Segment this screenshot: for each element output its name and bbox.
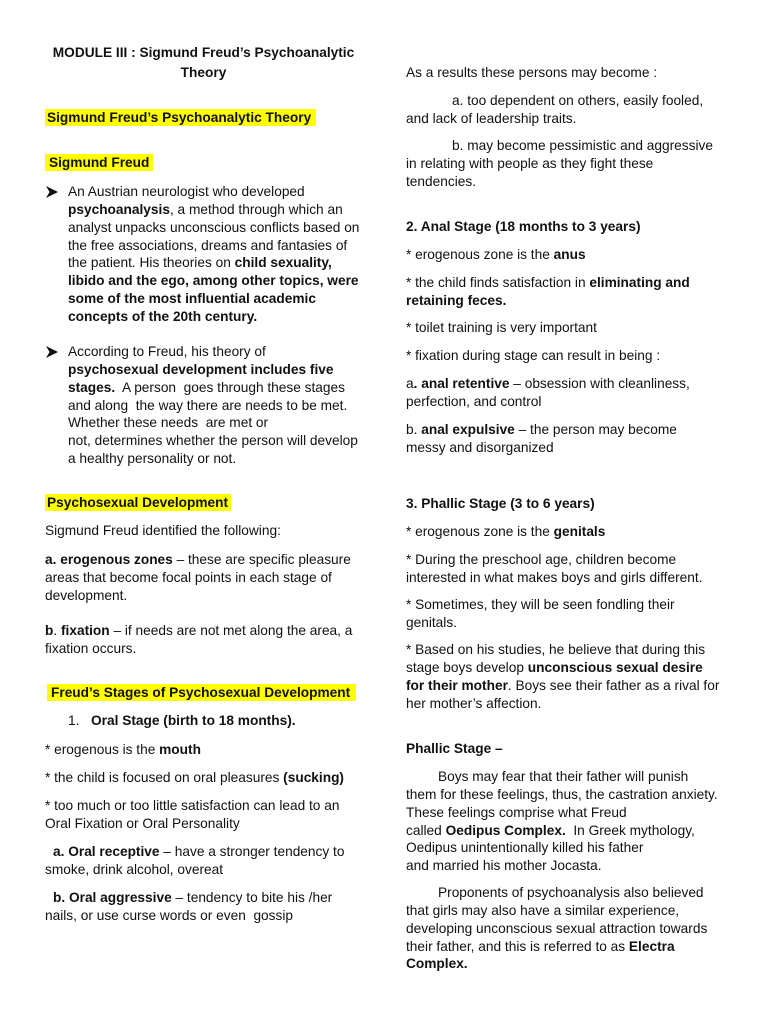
text-line — [68, 450, 358, 468]
anal-expulsive — [406, 421, 677, 457]
text-line — [68, 254, 359, 272]
body-text: called — [406, 822, 446, 838]
bold-term: psychoanalysis — [68, 201, 170, 217]
text-line — [406, 173, 713, 191]
bold-term: eliminating and — [589, 275, 690, 290]
title-text: Theory — [180, 65, 227, 80]
text-line — [406, 218, 641, 236]
text-line — [406, 292, 690, 310]
body-text: that girls may also have a similar experience, — [406, 902, 680, 918]
highlighted-heading: Sigmund Freud’s Psychoanalytic Theory — [45, 109, 316, 126]
oedipus-paragraph — [406, 768, 718, 875]
body-text: * Based on his studies, he believe that during this — [406, 642, 706, 657]
body-text: not, determines whether the person will develop — [68, 433, 358, 449]
body-text: According to Freud, his theory of — [68, 344, 266, 359]
body-text: them for these feelings, thus, the castration anxiety. — [406, 786, 718, 802]
phallic-stage-heading — [406, 495, 595, 513]
body-text: developing unconscious sexual attraction towards — [406, 920, 708, 936]
bold-term: a. Oral receptive — [53, 844, 160, 859]
bold-term: Electra — [628, 938, 675, 954]
body-text: tendencies. — [406, 173, 477, 189]
stage-title: 2. Anal Stage (18 months to 3 years) — [406, 219, 641, 234]
text-line — [406, 614, 675, 632]
phallic-preschool — [406, 551, 702, 587]
bold-term: . anal retentive — [413, 376, 510, 391]
text-line — [45, 769, 344, 787]
bold-term: concepts of the 20th century. — [68, 309, 258, 325]
text-line — [406, 857, 718, 875]
text-line — [68, 201, 359, 219]
bold-term: retaining feces. — [406, 292, 507, 308]
body-text: a. too dependent on others, easily fooled, — [452, 93, 704, 108]
bold-term: some of the most influential academic — [68, 291, 316, 307]
heading-psychosexual-stages — [47, 684, 356, 702]
body-text: her mother’s affection. — [406, 695, 542, 711]
text-line — [45, 640, 352, 658]
text-line — [406, 677, 719, 695]
body-text: the free associations, dreams and fantasies of — [68, 237, 348, 253]
anal-erogenous-zone — [406, 246, 586, 264]
body-text: These feelings comprise what Freud — [406, 804, 627, 820]
text-line — [406, 902, 707, 920]
result-b — [406, 137, 713, 191]
oral-receptive — [45, 843, 344, 879]
body-text: – if needs are not met along the area, a — [109, 623, 353, 638]
text-line — [406, 495, 595, 513]
text-line — [68, 343, 358, 361]
bold-term: psychosexual development includes five — [68, 361, 334, 377]
body-text: A person goes through these stages — [115, 379, 345, 395]
body-text: – tendency to bite his /her — [171, 890, 333, 905]
text-line — [406, 804, 718, 822]
highlighted-heading: Psychosexual Development — [45, 494, 231, 511]
anal-toilet-training — [406, 319, 597, 337]
bold-term: Oedipus Complex. — [445, 822, 566, 838]
definition-fixation — [45, 622, 352, 658]
title-text: MODULE III : Sigmund Freud’s Psychoanalytic — [52, 45, 355, 60]
text-line — [406, 839, 718, 857]
anal-satisfaction — [406, 274, 690, 310]
body-text: – have a stronger tendency to — [159, 844, 345, 859]
text-line — [45, 587, 351, 605]
text-line — [406, 439, 677, 457]
phallic-studies — [406, 641, 719, 712]
bold-term: libido and the ego, among other topics, were — [68, 273, 359, 289]
title-line — [45, 43, 362, 63]
text-line — [406, 955, 707, 973]
electra-paragraph — [406, 884, 707, 973]
text-line — [68, 414, 358, 432]
body-text: fixation occurs. — [45, 640, 137, 656]
arrow-bullet-icon — [46, 186, 58, 198]
results-intro — [406, 64, 657, 82]
text-line — [68, 308, 359, 326]
body-text: the patient. His theories on — [68, 255, 235, 271]
text-line — [406, 569, 702, 587]
text-line — [406, 641, 719, 659]
oral-fixation — [45, 797, 339, 833]
text-line — [406, 822, 718, 840]
bold-term: anus — [553, 247, 586, 262]
bullet-freud-intro — [68, 183, 359, 326]
body-text: * toilet training is very important — [406, 320, 597, 335]
heading-sigmund-freud — [45, 154, 153, 172]
bold-term: genitals — [553, 524, 606, 539]
text-line — [406, 523, 605, 541]
bold-term: fixation — [60, 623, 110, 638]
text-line — [68, 432, 358, 450]
text-line — [45, 907, 332, 925]
bold-term: child sexuality, — [234, 255, 332, 271]
body-text: their father, and this is referred to as — [406, 938, 629, 954]
body-text: Sigmund Freud identified the following: — [45, 523, 281, 538]
text-line — [68, 183, 359, 201]
body-text: Whether these needs are met or — [68, 415, 269, 431]
text-line — [406, 920, 707, 938]
body-text: Oral Fixation or Oral Personality — [45, 815, 240, 831]
highlighted-heading: Sigmund Freud — [45, 154, 153, 171]
anal-retentive — [406, 375, 690, 411]
bold-term: mouth — [159, 742, 201, 757]
bold-term: (sucking) — [283, 770, 344, 785]
body-text: smoke, drink alcohol, overeat — [45, 861, 224, 877]
body-text: Proponents of psychoanalysis also believed — [438, 885, 704, 900]
body-text: * erogenous zone is the — [406, 247, 554, 262]
text-line — [406, 740, 503, 758]
body-text: – these are specific pleasure — [172, 552, 351, 567]
stage-title: Oral Stage (birth to 18 months). — [91, 713, 296, 728]
body-text: stage boys develop — [406, 659, 528, 675]
text-line — [406, 768, 718, 786]
body-text: – the person may become — [514, 422, 677, 437]
bold-term: b — [45, 623, 54, 638]
text-line — [406, 64, 657, 82]
body-text: development. — [45, 587, 128, 603]
text-line — [406, 375, 690, 393]
body-text: As a results these persons may become : — [406, 65, 658, 80]
heading-psychosexual-development — [45, 494, 231, 512]
body-text: Boys may fear that their father will punish — [438, 769, 689, 784]
body-text: * the child finds satisfaction in — [406, 275, 590, 290]
body-text: interested in what makes boys and girls different. — [406, 569, 703, 585]
bold-term: stages. — [68, 379, 116, 395]
text-line — [406, 786, 718, 804]
body-text: . Boys see their father as a rival for — [507, 677, 720, 693]
body-text: Oedipus unintentionally killed his father — [406, 840, 644, 856]
text-line — [45, 861, 344, 879]
identified-intro — [45, 522, 281, 540]
result-a — [406, 92, 703, 128]
text-line — [406, 347, 660, 365]
phallic-sometimes — [406, 596, 675, 632]
text-line — [406, 393, 690, 411]
oral-focus — [45, 769, 344, 787]
subheading-text: Phallic Stage – — [406, 741, 503, 756]
text-line — [406, 884, 707, 902]
body-text: In Greek mythology, — [565, 822, 695, 838]
text-line — [45, 522, 281, 540]
module-title — [45, 43, 362, 83]
body-text: perfection, and control — [406, 393, 542, 409]
bold-term: anal expulsive — [421, 422, 515, 437]
body-text: . — [53, 623, 61, 638]
text-line — [45, 741, 201, 759]
text-line — [68, 712, 296, 730]
body-text: * the child is focused on oral pleasures — [45, 770, 284, 785]
title-line — [45, 63, 362, 83]
text-line — [68, 219, 359, 237]
bullet-five-stages — [68, 343, 358, 468]
phallic-subheading — [406, 740, 503, 758]
body-text: , a method through which an — [169, 201, 343, 217]
text-line — [406, 319, 597, 337]
body-text: a healthy personality or not. — [68, 451, 237, 467]
bold-term: unconscious sexual desire — [527, 659, 703, 675]
body-text: * Sometimes, they will be seen fondling their — [406, 597, 675, 612]
text-line — [68, 361, 358, 379]
text-line — [406, 92, 703, 110]
body-text: nails, or use curse words or even gossip — [45, 907, 294, 923]
body-text: – obsession with cleanliness, — [509, 376, 690, 391]
list-number: 1. — [68, 713, 80, 728]
body-text: * During the preschool age, children become — [406, 552, 677, 567]
bold-term: b. Oral aggressive — [53, 890, 172, 905]
text-line — [406, 551, 702, 569]
text-line — [406, 695, 719, 713]
heading-psychoanalytic-theory — [45, 109, 316, 127]
body-text: b. — [406, 422, 422, 437]
text-line — [45, 843, 344, 861]
definition-erogenous-zones — [45, 551, 351, 605]
body-text: in relating with people as they fight these — [406, 155, 654, 171]
body-text: and married his mother Jocasta. — [406, 858, 602, 874]
text-line — [68, 237, 359, 255]
body-text: a — [406, 376, 414, 391]
body-text: analyst unpacks unconscious conflicts based on — [68, 219, 360, 235]
text-line — [68, 397, 358, 415]
text-line — [406, 274, 690, 292]
bold-term: Complex. — [406, 956, 468, 972]
body-text: messy and disorganized — [406, 439, 554, 455]
body-text: b. may become pessimistic and aggressive — [452, 138, 713, 153]
text-line — [68, 379, 358, 397]
highlighted-heading: Freud’s Stages of Psychosexual Development — [47, 684, 356, 701]
oral-stage-heading — [68, 712, 296, 730]
text-line — [45, 622, 352, 640]
oral-erogenous-zone — [45, 741, 201, 759]
phallic-erogenous-zone — [406, 523, 605, 541]
text-line — [406, 110, 703, 128]
body-text: areas that become focal points in each stage of — [45, 569, 332, 585]
arrow-bullet-icon — [46, 346, 58, 358]
body-text: * too much or too little satisfaction can lead to an — [45, 798, 340, 813]
text-line — [45, 815, 339, 833]
body-text: * erogenous zone is the — [406, 524, 554, 539]
text-line — [406, 137, 713, 155]
text-line — [406, 155, 713, 173]
body-text: and lack of leadership traits. — [406, 110, 577, 126]
anal-stage-heading — [406, 218, 641, 236]
text-line — [68, 290, 359, 308]
body-text: An Austrian neurologist who developed — [68, 184, 305, 199]
stage-title: 3. Phallic Stage (3 to 6 years) — [406, 496, 595, 511]
text-line — [406, 421, 677, 439]
body-text: * fixation during stage can result in being : — [406, 348, 661, 363]
text-line — [45, 889, 332, 907]
text-line — [45, 797, 339, 815]
oral-aggressive — [45, 889, 332, 925]
bold-term: for their mother — [406, 677, 508, 693]
body-text: and along the way there are needs to be met. — [68, 397, 348, 413]
text-line — [406, 596, 675, 614]
text-line — [406, 938, 707, 956]
text-line — [68, 272, 359, 290]
body-text: * erogenous is the — [45, 742, 160, 757]
text-line — [406, 246, 586, 264]
bold-term: a. erogenous zones — [45, 552, 173, 567]
text-line — [406, 659, 719, 677]
anal-fixation — [406, 347, 660, 365]
text-line — [45, 569, 351, 587]
text-line — [45, 551, 351, 569]
body-text: genitals. — [406, 614, 457, 630]
